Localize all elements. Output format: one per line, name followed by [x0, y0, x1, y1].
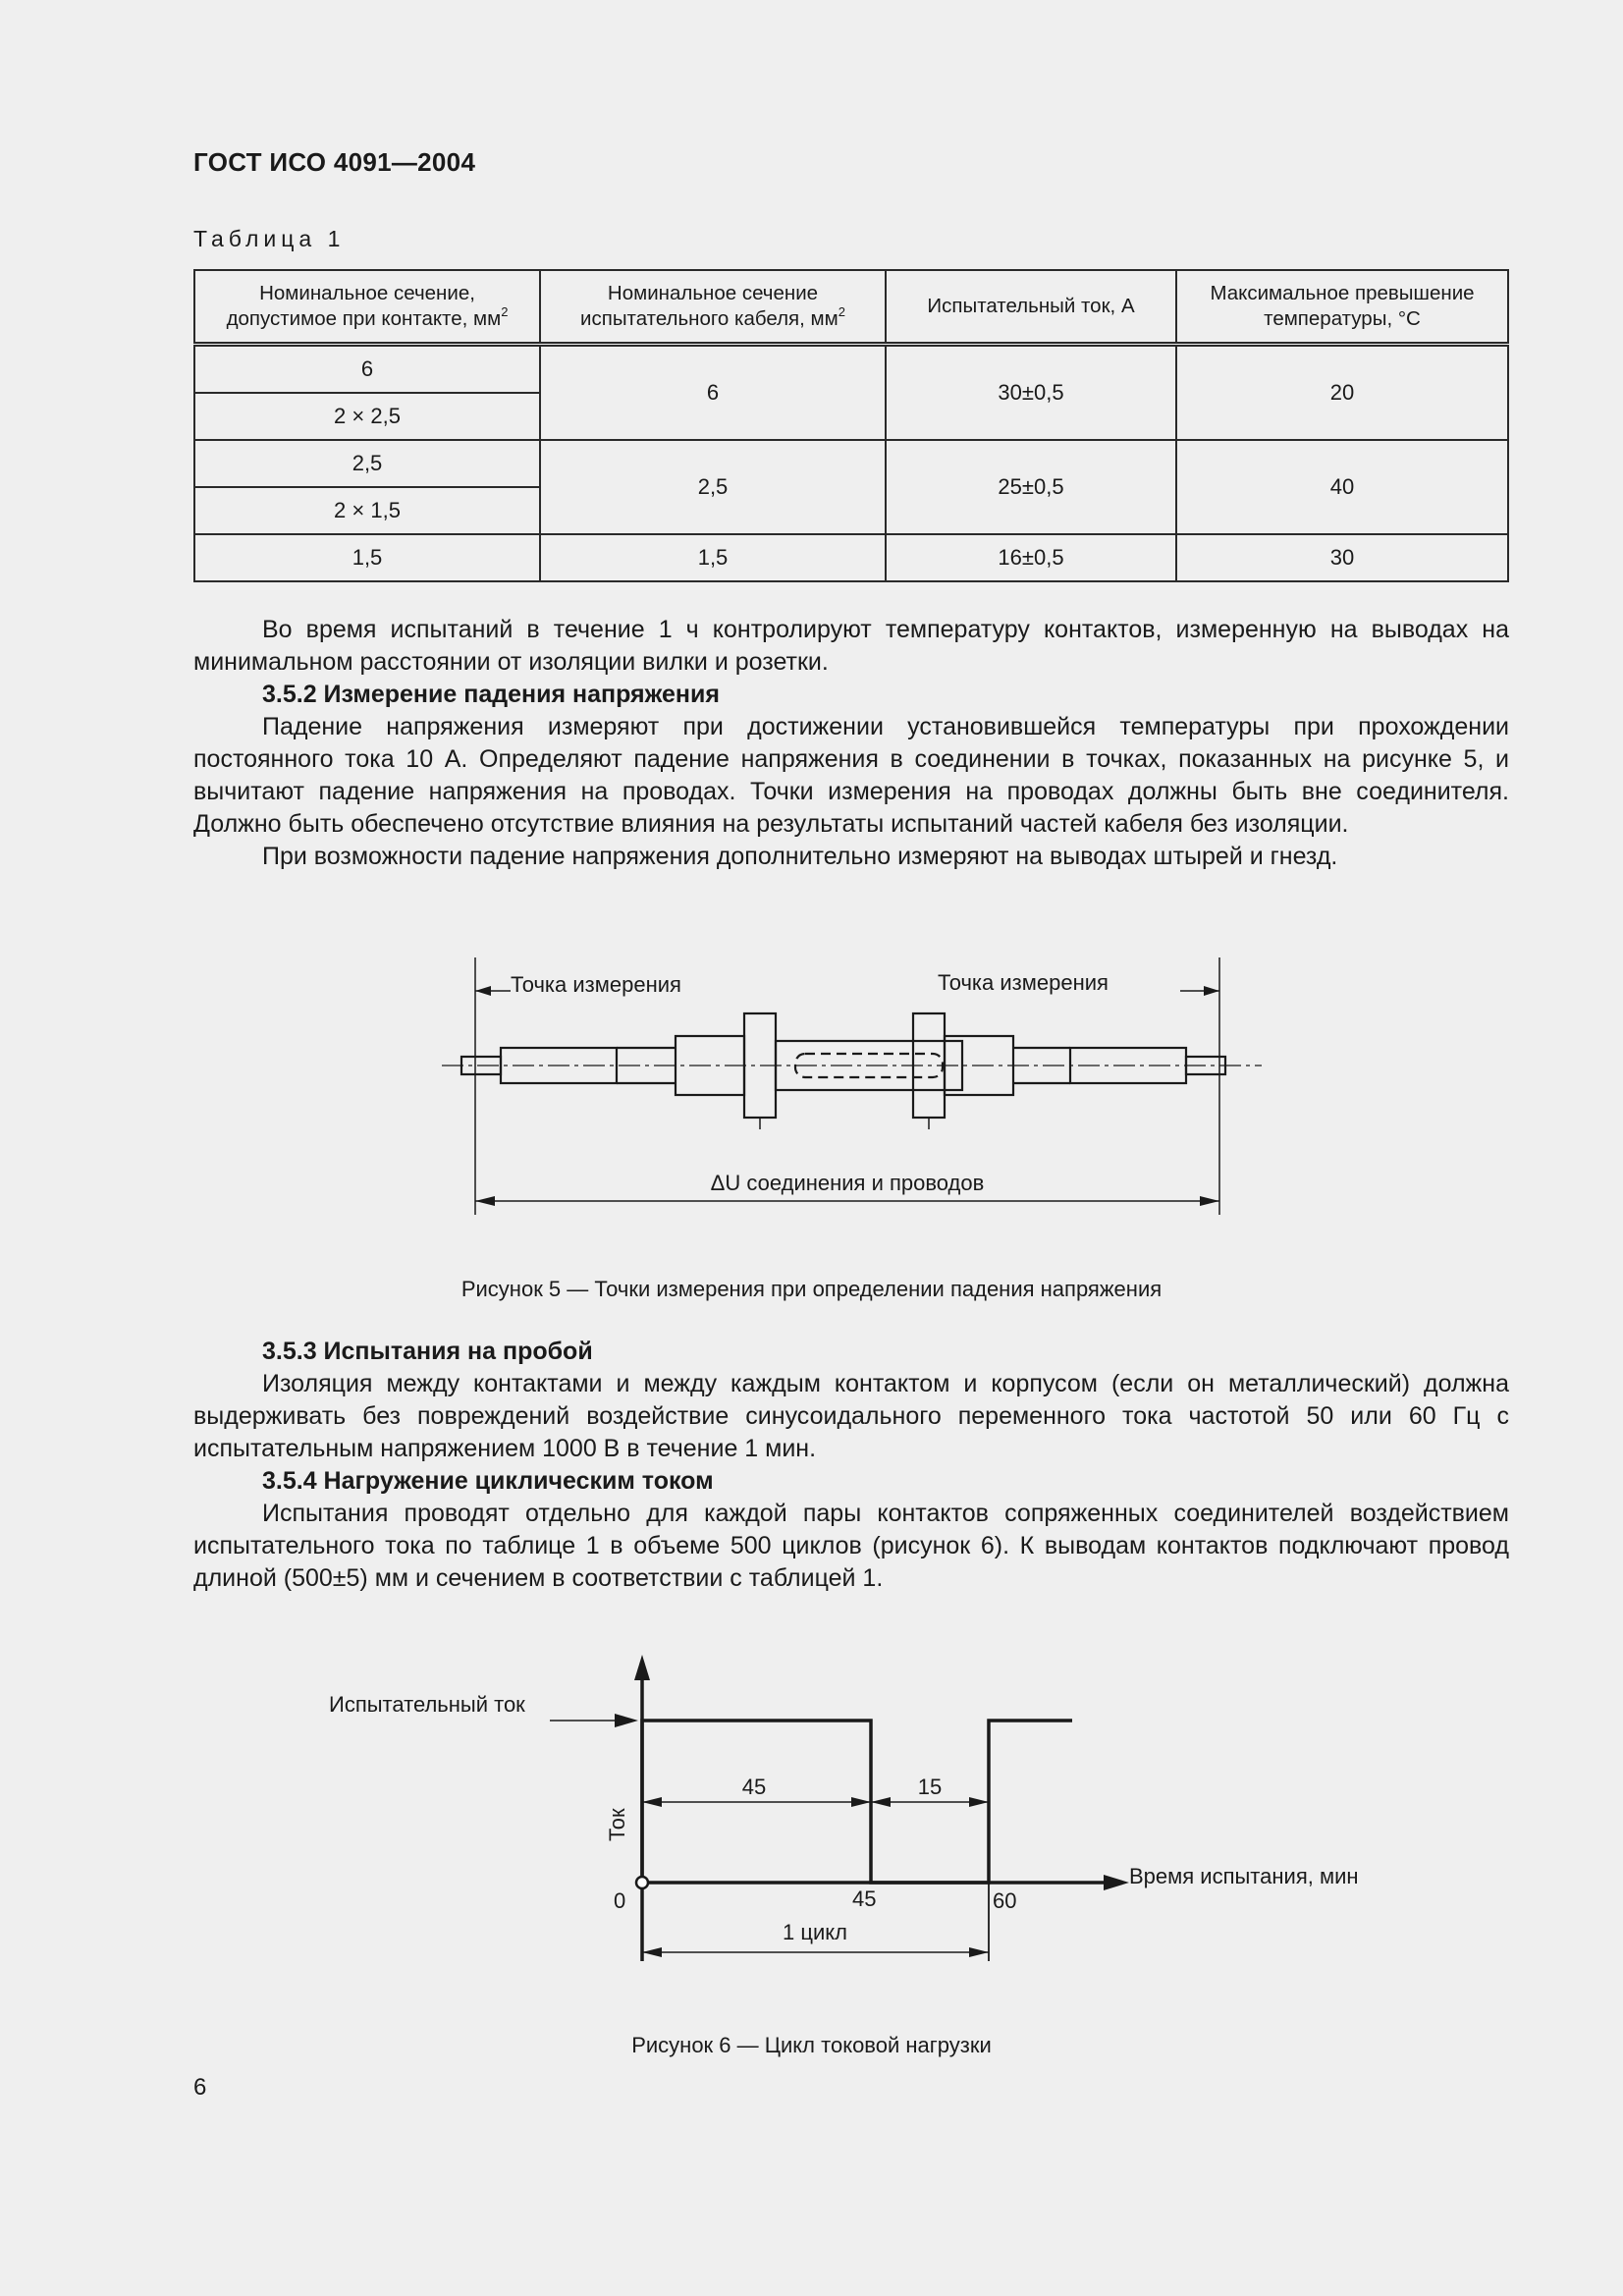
figure-5-connector-diagram: [432, 957, 1276, 1223]
figure-6-current-cycle-diagram: [314, 1645, 1394, 1998]
table-cell: 1,5: [540, 534, 886, 581]
table-cell: 6: [194, 345, 540, 394]
section-heading: 3.5.2 Измерение падения напряжения: [262, 681, 720, 708]
test-current-label: Испытательный ток: [329, 1692, 525, 1717]
figure-6-caption: Рисунок 6 — Цикл токовой нагрузки: [631, 2033, 992, 2057]
measure-point-left-label: Точка измерения: [511, 972, 681, 997]
table-caption: Таблица 1: [193, 226, 346, 251]
body-text-block-2: [193, 1336, 1509, 1595]
table-cell: 6: [540, 345, 886, 441]
table-cell: 20: [1176, 345, 1508, 441]
paragraph: Изоляция между контактами и между каждым контактом и корпусом (если он металлический) должна выдерживать без повреждений воздействие синусоидального переменного тока частотой 50 или 60 Гц с испытательным напряжением 1000 В в течение 1 мин.: [193, 1370, 1509, 1462]
table-row: [194, 345, 1508, 394]
table-cell: 16±0,5: [886, 534, 1176, 581]
table-cell: 1,5: [194, 534, 540, 581]
page-number: 6: [193, 2074, 207, 2101]
section-heading: 3.5.4 Нагружение циклическим током: [262, 1467, 714, 1495]
specification-table: [193, 269, 1509, 582]
y-axis-label: Ток: [605, 1808, 629, 1841]
paragraph: Испытания проводят отдельно для каждой пары контактов сопряженных соединителей воздействием испытательного тока по таблице 1 в объеме 500 циклов (рисунок 6). К выводам контактов подключают провод длиной (500±5) мм и сечением в соответствии с таблицей 1.: [193, 1500, 1509, 1592]
table-header-cell: Испытательный ток, А: [886, 270, 1176, 345]
table-cell: 25±0,5: [886, 440, 1176, 534]
x-tick-45: 45: [852, 1886, 877, 1911]
figure-5-caption: Рисунок 5 — Точки измерения при определении падения напряжения: [460, 1277, 1163, 1301]
table-header-row: [194, 270, 1508, 345]
duration-15-label: 15: [917, 1775, 943, 1799]
table-cell: 2 × 2,5: [194, 393, 540, 440]
table-header-cell: Номинальное сечение, допустимое при контакте, $мм^2$: [194, 270, 540, 345]
x-tick-60: 60: [993, 1888, 1017, 1913]
table-row: [194, 534, 1508, 581]
x-axis-label: Время испытания, мин: [1129, 1864, 1359, 1888]
table-cell: 30: [1176, 534, 1508, 581]
delta-u-label: ΔU соединения и проводов: [710, 1171, 985, 1195]
document-header: ГОСТ ИСО 4091—2004: [193, 147, 476, 177]
paragraph: Во время испытаний в течение 1 ч контролируют температуру контактов, измеренную на выводах на минимальном расстоянии от изоляции вилки и розетки.: [193, 616, 1509, 676]
table-cell: 30±0,5: [886, 345, 1176, 441]
section-heading: 3.5.3 Испытания на пробой: [262, 1338, 593, 1365]
table-cell: 2 × 1,5: [194, 487, 540, 534]
table-cell: 40: [1176, 440, 1508, 534]
table-header-cell: Номинальное сечение испытательного кабеля, $мм^2$: [540, 270, 886, 345]
measure-point-right-label: Точка измерения: [938, 970, 1109, 995]
table-cell: 2,5: [540, 440, 886, 534]
x-tick-0: 0: [614, 1888, 626, 1913]
paragraph: При возможности падение напряжения дополнительно измеряют на выводах штырей и гнезд.: [262, 843, 1338, 870]
body-text-block-1: [193, 614, 1509, 873]
table-cell: 2,5: [194, 440, 540, 487]
table-header-cell: Максимальное превышение температуры, °С: [1176, 270, 1508, 345]
duration-45-label: 45: [741, 1775, 767, 1799]
paragraph: Падение напряжения измеряют при достижении установившейся температуры при прохождении постоянного тока 10 А. Определяют падение напряжения в соединении в точках, показанных на рисунке 5, и вычитают падение напряжения на проводах. Точки измерения на проводах должны быть вне соединителя. Должно быть обеспечено отсутствие влияния на результаты испытаний частей кабеля без изоляции.: [193, 713, 1509, 838]
table-row: [194, 440, 1508, 487]
cycle-label: 1 цикл: [783, 1920, 847, 1944]
